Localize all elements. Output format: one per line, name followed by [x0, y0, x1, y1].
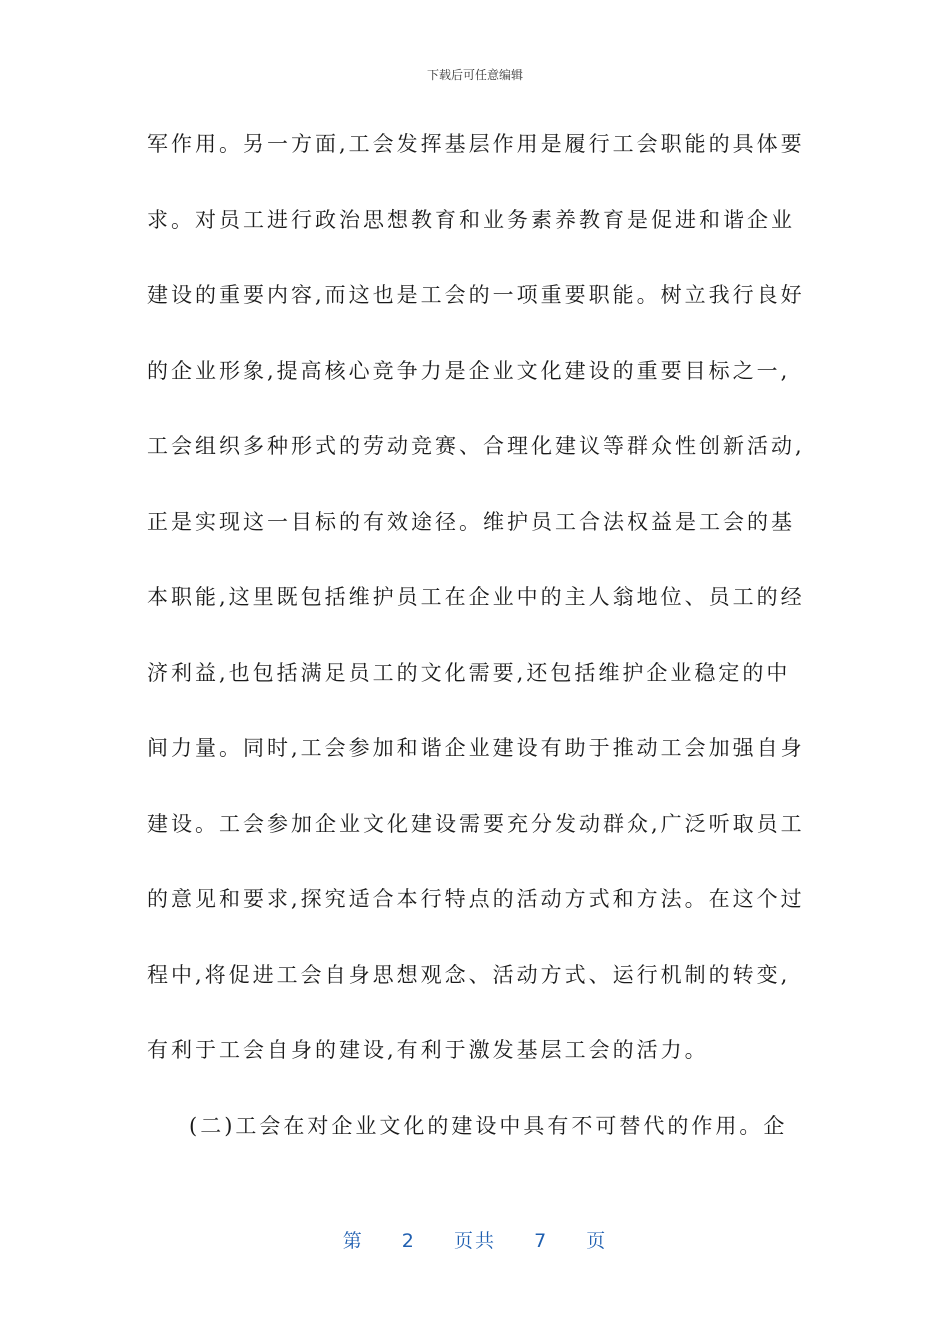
footer-total-pages: 7 [534, 1230, 549, 1252]
text-line: 有利于工会自身的建设,有利于激发基层工会的活力。 [147, 1038, 709, 1062]
page-header-note: 下载后可任意编辑 [426, 68, 523, 82]
footer-middle: 页共 [453, 1230, 496, 1252]
text-line: 工会组织多种形式的劳动竞赛、合理化建议等群众性创新活动, [147, 434, 805, 458]
text-line: 本职能,这里既包括维护员工在企业中的主人翁地位、员工的经 [147, 585, 805, 609]
footer-page-number: 2 [401, 1230, 416, 1252]
text-line: 程中,将促进工会自身思想观念、活动方式、运行机制的转变, [147, 962, 791, 987]
footer-prefix: 第 [342, 1230, 364, 1252]
text-line: 求。对员工进行政治思想教育和业务素养教育是促进和谐企业 [147, 207, 795, 232]
text-line: 建设的重要内容,而这也是工会的一项重要职能。树立我行良好 [147, 283, 805, 307]
page-number-footer [0, 1226, 950, 1253]
text-line: 的意见和要求,探究适合本行特点的活动方式和方法。在这个过 [147, 887, 805, 911]
text-line: 军作用。另一方面,工会发挥基层作用是履行工会职能的具体要 [147, 132, 805, 156]
document-body [147, 124, 807, 1181]
text-line: 建设。工会参加企业文化建设需要充分发动群众,广泛听取员工 [147, 811, 805, 836]
text-line: 正是实现这一目标的有效途径。维护员工合法权益是工会的基 [147, 509, 795, 534]
footer-suffix: 页 [586, 1230, 608, 1252]
section-heading-line: (二)工会在对企业文化的建设中具有不可替代的作用。企 [189, 1113, 788, 1138]
text-line: 间力量。同时,工会参加和谐企业建设有助于推动工会加强自身 [147, 736, 805, 760]
text-line: 济利益,也包括满足员工的文化需要,还包括维护企业稳定的中 [147, 660, 791, 685]
text-line: 的企业形象,提高核心竞争力是企业文化建设的重要目标之一, [147, 358, 791, 383]
